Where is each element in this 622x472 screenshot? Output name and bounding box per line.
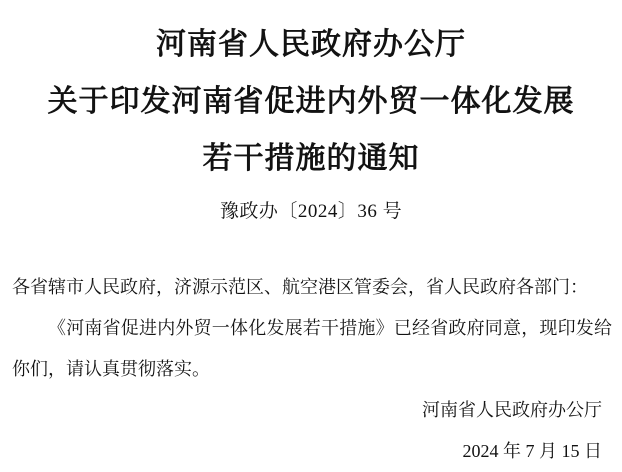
title-line-1: 河南省人民政府办公厅 [156, 28, 466, 61]
title-line-2: 关于印发河南省促进内外贸一体化发展 [47, 85, 575, 118]
body-paragraph: 《河南省促进内外贸一体化发展若干措施》已经省政府同意，现印发给你们，请认真贯彻落实。 [12, 318, 612, 379]
title-line-3: 若干措施的通知 [202, 142, 420, 175]
issue-date: 2024 年 7 月 15 日 [462, 441, 602, 461]
issuer-signature: 河南省人民政府办公厅 [422, 400, 602, 420]
document-body [12, 267, 612, 390]
document-title [0, 0, 622, 187]
salutation-line: 各省辖市人民政府，济源示范区、航空港区管委会，省人民政府各部门： [12, 277, 588, 297]
document-number: 豫政办〔2024〕36 号 [219, 201, 403, 222]
